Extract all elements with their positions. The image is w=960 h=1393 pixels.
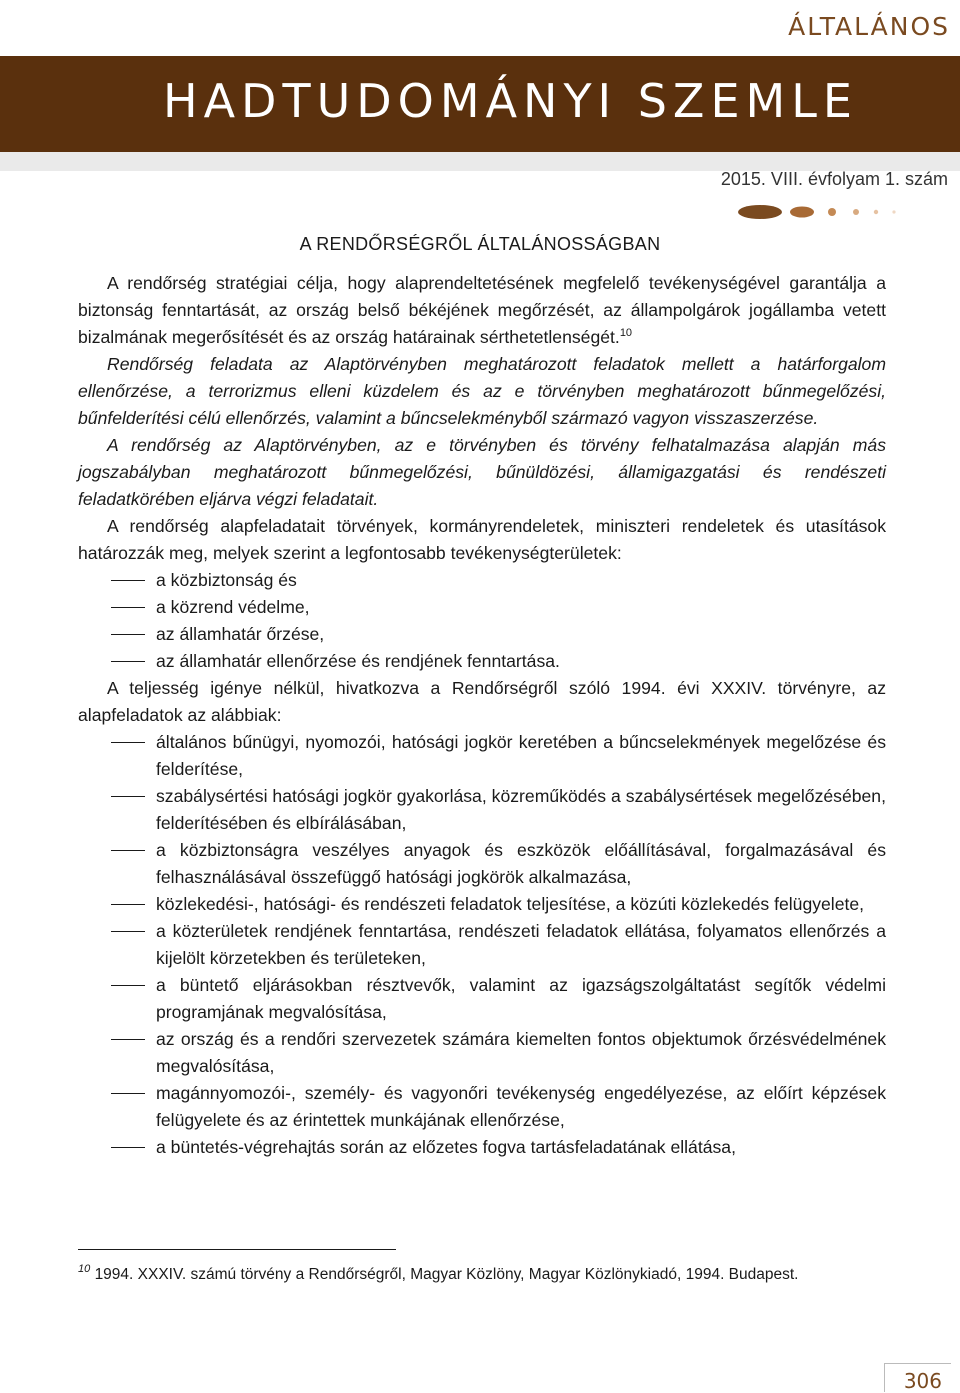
- list-item: a büntetés-végrehajtás során az előzetes fogva tartásfeladatának ellátása,: [78, 1134, 886, 1161]
- list-item: a közterületek rendjének fenntartása, rendészeti feladatok ellátása, folyamatos ellenőrzés a kijelölt körzetekben és területeken,: [78, 918, 886, 972]
- paragraph: A rendőrség stratégiai célja, hogy alaprendeltetésének megfelelő tevékenységével garantálja a biztonság fenntartását, az ország belső békéjének megőrzését, az állampolgárok jogállamba vetett bizalmának megerősítését és az ország határainak sérthetetlenségét.$^{10}$: [78, 273, 886, 347]
- list-item: az államhatár ellenőrzése és rendjének fenntartása.: [78, 648, 886, 675]
- section-label: ÁLTALÁNOS: [788, 12, 950, 41]
- journal-title: HADTUDOMÁNYI SZEMLE: [163, 74, 858, 128]
- footnote: [78, 1264, 886, 1286]
- footnote-text: 1994. XXXIV. számú törvény a Rendőrségről, Magyar Közlöny, Magyar Közlönykiadó, 1994. Budapest.: [94, 1266, 799, 1283]
- dot-small-4: [892, 210, 895, 213]
- dot-small-2: [853, 209, 859, 215]
- article-title: A RENDŐRSÉGRŐL ÁLTALÁNOSSÁGBAN: [299, 234, 661, 254]
- paragraph: A teljesség igénye nélkül, hivatkozva a Rendőrségről szóló 1994. évi XXXIV. törvényre, az alapfeladatok az alábbiak:: [78, 678, 886, 725]
- list-item: közlekedési-, hatósági- és rendészeti feladatok teljesítése, a közúti közlekedés felügyelete,: [78, 891, 886, 918]
- page-number: 306: [903, 1369, 942, 1393]
- list-item: magánnyomozói-, személy- és vagyonőri tevékenység engedélyezése, az előírt képzések felügyelete és az érintettek munkájának ellenőrzése,: [78, 1080, 886, 1134]
- list-item: a büntető eljárásokban résztvevők, valamint az igazságszolgáltatást segítők védelmi programjának megvalósítása,: [78, 972, 886, 1026]
- dot-small-3: [874, 210, 878, 214]
- decorative-dots: [720, 202, 960, 222]
- list-item: a közbiztonságra veszélyes anyagok és eszközök előállításával, forgalmazásával és felhasználásával összefüggő hatósági jogkörök alkalmazása,: [78, 837, 886, 891]
- dot-small-1: [828, 208, 836, 216]
- paragraph: A rendőrség az Alaptörvényben, az e törvényben és törvény felhatalmazása alapján más jogszabályban meghatározott bűnmegelőzési, bűnüldözési, államigazgatási és rendészeti feladatkörében eljárva végzi feladatait.: [78, 435, 886, 509]
- footnote-divider: [78, 1249, 396, 1250]
- dot-medium: [790, 207, 814, 218]
- list-item: az államhatár őrzése,: [78, 621, 886, 648]
- dash-list: [78, 729, 886, 1161]
- issue-info: 2015. VIII. évfolyam 1. szám: [720, 169, 948, 189]
- footnote-number: 10: [78, 1263, 91, 1275]
- footnote-ref[interactable]: 10: [619, 327, 633, 339]
- list-item: a közrend védelme,: [78, 594, 886, 621]
- list-item: a közbiztonság és: [78, 567, 886, 594]
- dash-list: [78, 567, 886, 675]
- list-item: az ország és a rendőri szervezetek számára kiemelten fontos objektumok őrzésvédelmének megvalósítása,: [78, 1026, 886, 1080]
- list-item: általános bűnügyi, nyomozói, hatósági jogkör keretében a bűncselekmények megelőzése és felderítése,: [78, 729, 886, 783]
- list-item: szabálysértési hatósági jogkör gyakorlása, közreműködés a szabálysértések megelőzésében, felderítésében és elbírálásában,: [78, 783, 886, 837]
- paragraph: A rendőrség alapfeladatait törvények, kormányrendeletek, miniszteri rendeletek és utasítások határozzák meg, melyek szerint a legfontosabb tevékenységterületek:: [78, 516, 886, 563]
- dot-large: [738, 205, 782, 219]
- paragraph: Rendőrség feladata az Alaptörvényben meghatározott feladatok mellett a határforgalom ellenőrzése, a terrorizmus elleni küzdelem és az e törvényben meghatározott bűnmegelőzési, bűnfelderítési célú ellenőrzés, valamint a bűncselekményből származó vagyon visszaszerzése.: [78, 354, 886, 428]
- article-body: [78, 270, 886, 1161]
